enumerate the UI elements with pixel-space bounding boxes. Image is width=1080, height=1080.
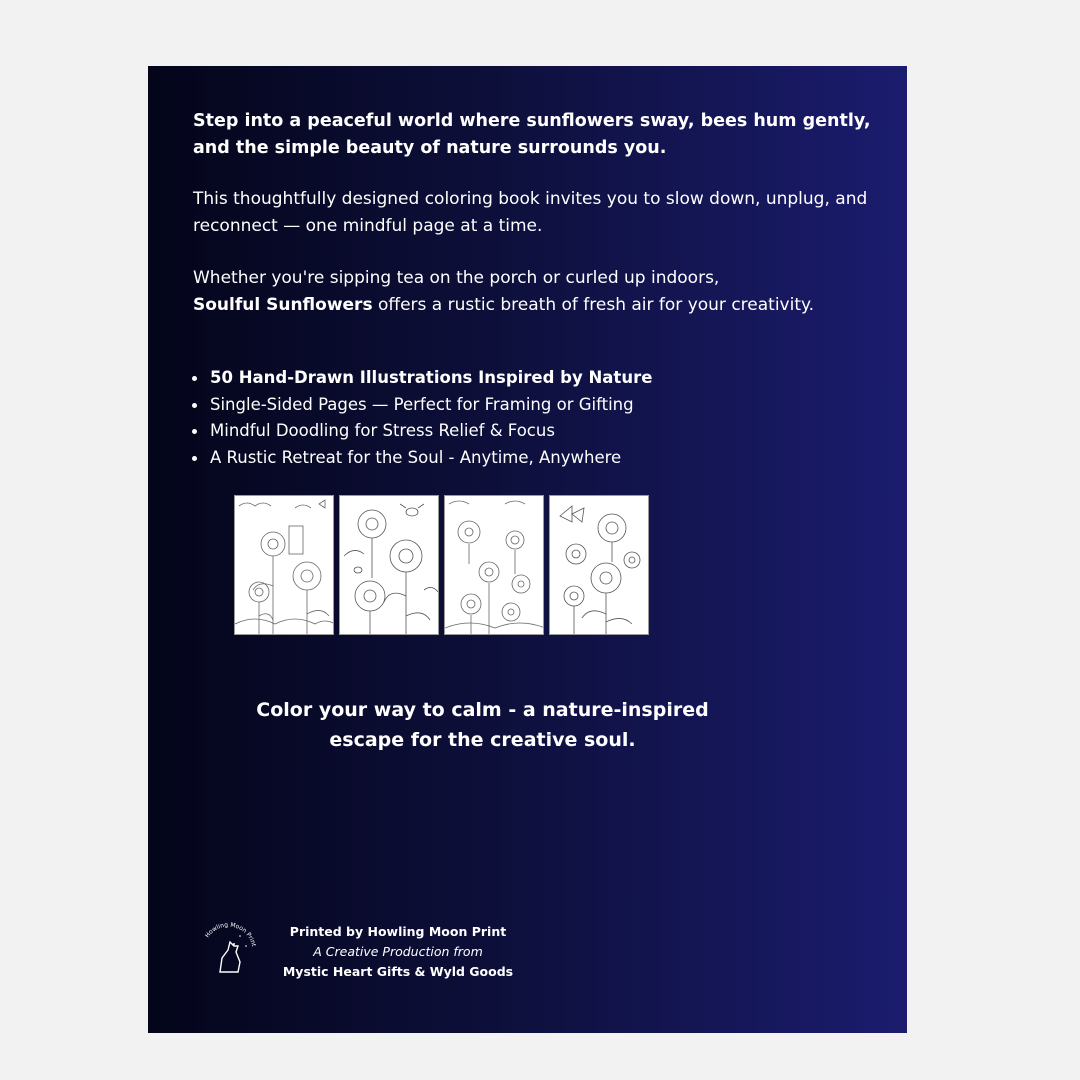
sunflower-illustration-icon bbox=[340, 496, 439, 635]
feature-list bbox=[188, 365, 848, 471]
back-cover bbox=[148, 66, 907, 1033]
tagline-line-2: escape for the creative soul. bbox=[329, 729, 636, 751]
sample-page-thumbnail bbox=[444, 495, 544, 635]
sunflower-illustration-icon bbox=[445, 496, 544, 635]
sample-pages bbox=[234, 495, 644, 635]
feature-item: 50 Hand-Drawn Illustrations Inspired by Nature bbox=[188, 365, 848, 392]
company-name: Mystic Heart Gifts & Wyld Goods bbox=[282, 964, 514, 979]
feature-item: Mindful Doodling for Stress Relief & Focus bbox=[188, 418, 848, 445]
feature-item: A Rustic Retreat for the Soul - Anytime, Anywhere bbox=[188, 445, 848, 472]
sample-page-thumbnail bbox=[549, 495, 649, 635]
credits bbox=[248, 922, 548, 982]
paragraph-2-start: Whether you're sipping tea on the porch or curled up indoors, bbox=[193, 268, 720, 288]
sunflower-illustration-icon bbox=[235, 496, 334, 635]
book-title: Soulful Sunflowers bbox=[193, 295, 373, 315]
description-paragraph-2 bbox=[193, 265, 873, 319]
printed-by: Printed by Howling Moon Print bbox=[289, 924, 507, 939]
paragraph-2-end: offers a rustic breath of fresh air for your creativity. bbox=[372, 295, 815, 315]
description-paragraph-1: This thoughtfully designed coloring book invites you to slow down, unplug, and reconnect — one mindful page at a time. bbox=[193, 189, 868, 236]
intro-text: Step into a peaceful world where sunflowers sway, bees hum gently, and the simple beauty of nature surrounds you. bbox=[193, 111, 871, 158]
tagline-line-1: Color your way to calm - a nature-inspired bbox=[256, 699, 709, 721]
production-line: A Creative Production from bbox=[313, 944, 483, 959]
logo-arc-text: Howling Moon Print bbox=[203, 921, 258, 948]
sample-page-thumbnail bbox=[234, 495, 334, 635]
feature-item: Single-Sided Pages — Perfect for Framing or Gifting bbox=[188, 392, 848, 419]
sample-page-thumbnail bbox=[339, 495, 439, 635]
sunflower-illustration-icon bbox=[550, 496, 649, 635]
